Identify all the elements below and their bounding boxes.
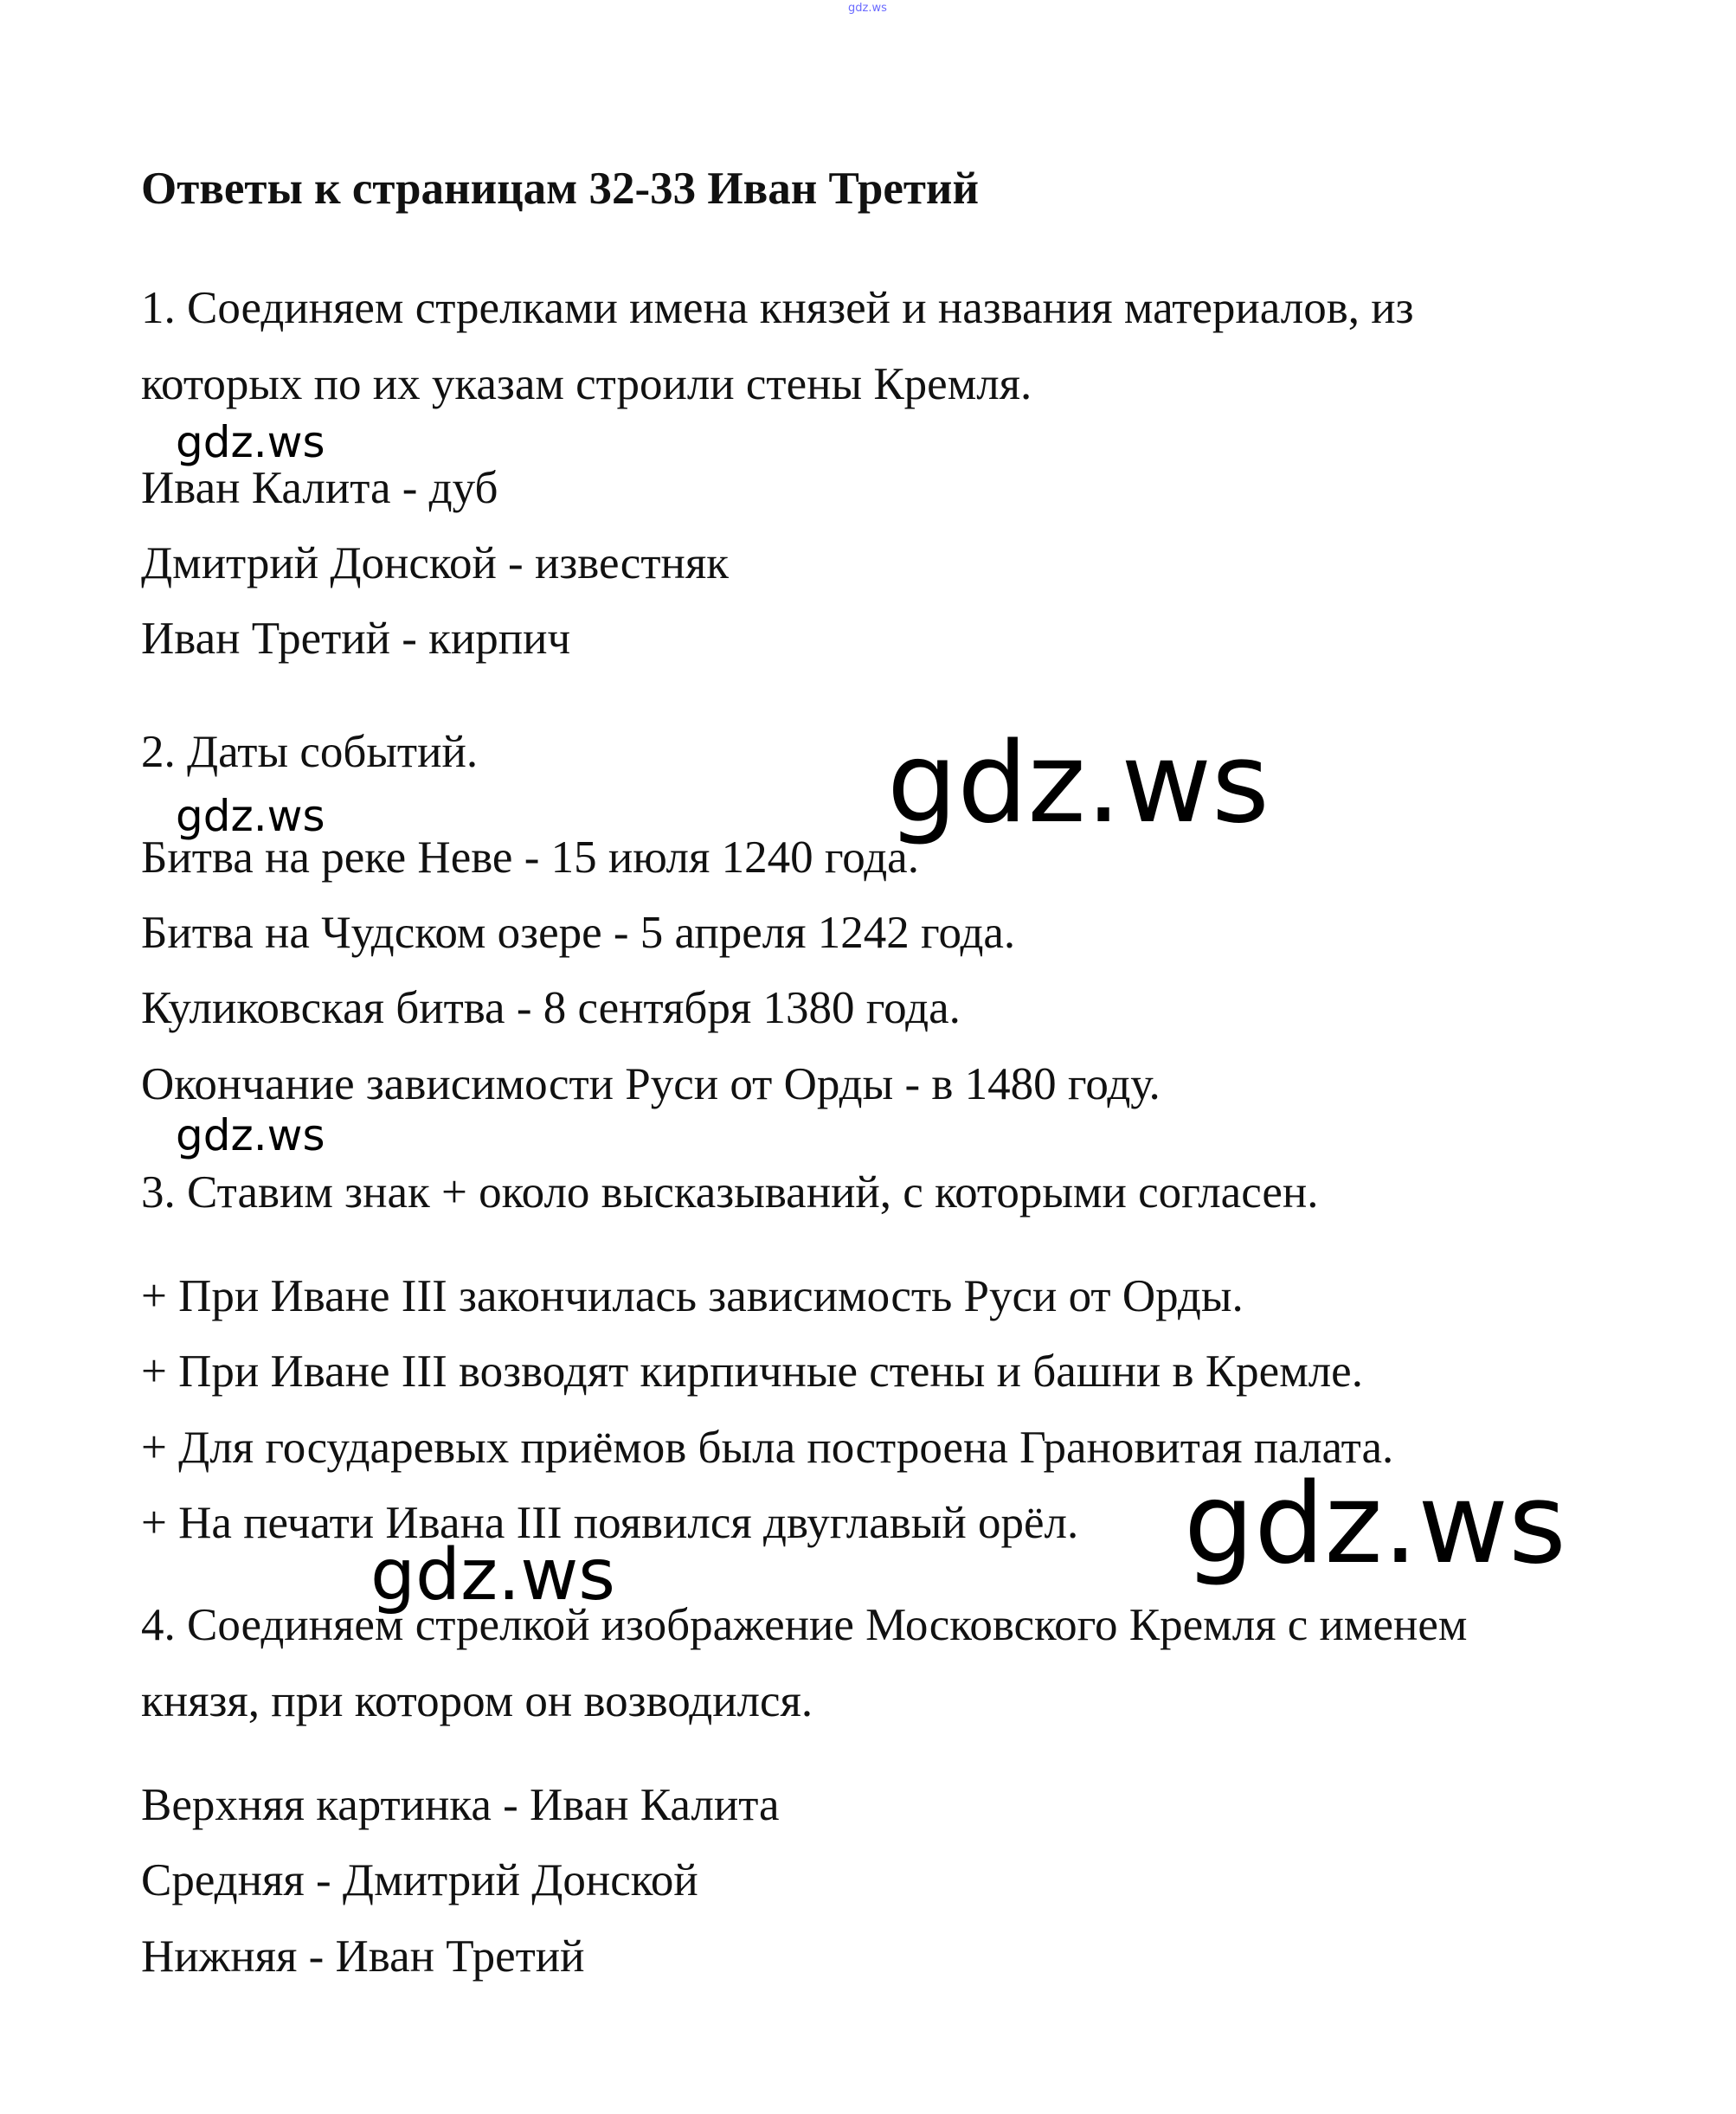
section2-item-3: Куликовская битва - 8 сентября 1380 года. <box>141 983 961 1033</box>
section2-item-1: Битва на реке Неве - 15 июля 1240 года. <box>141 832 919 883</box>
section4-line2: князя, при котором он возводился. <box>141 1676 813 1726</box>
watermark-large-2: gdz.ws <box>1184 1460 1566 1589</box>
section4-line1: 4. Соединяем стрелкой изображение Московского Кремля с именем <box>141 1600 1468 1650</box>
section1-line2: которых по их указам строили стены Кремля. <box>141 359 1032 409</box>
page-title: Ответы к страницам 32-33 Иван Третий <box>141 164 979 214</box>
section1-line1: 1. Соединяем стрелками имена князей и названия материалов, из <box>141 283 1414 333</box>
section3-item-1: + При Иване III закончилась зависимость Руси от Орды. <box>141 1271 1244 1321</box>
section2-item-2: Битва на Чудском озере - 5 апреля 1242 года. <box>141 908 1016 958</box>
watermark-small-3: gdz.ws <box>176 1110 325 1160</box>
section3-item-3: + Для государевых приёмов была построена Грановитая палата. <box>141 1423 1394 1473</box>
section1-item-2: Дмитрий Донской - известняк <box>141 538 729 588</box>
section3-heading: 3. Ставим знак + около высказываний, с которыми согласен. <box>141 1167 1319 1218</box>
section1-item-3: Иван Третий - кирпич <box>141 614 571 664</box>
watermark-large-1: gdz.ws <box>887 719 1270 848</box>
watermark-small-1: gdz.ws <box>176 417 325 467</box>
section4-item-3: Нижняя - Иван Третий <box>141 1931 585 1982</box>
section4-item-1: Верхняя картинка - Иван Калита <box>141 1780 780 1830</box>
section2-item-4: Окончание зависимости Руси от Орды - в 1480 году. <box>141 1059 1161 1109</box>
watermark-small-2: gdz.ws <box>176 791 325 841</box>
section3-item-4: + На печати Ивана III появился двуглавый орёл. <box>141 1498 1079 1548</box>
top-watermark: gdz.ws <box>848 2 887 15</box>
watermark-medium-1: gdz.ws <box>370 1534 615 1616</box>
section4-item-2: Средняя - Дмитрий Донской <box>141 1855 698 1905</box>
section3-item-2: + При Иване III возводят кирпичные стены и башни в Кремле. <box>141 1346 1363 1397</box>
section2-heading: 2. Даты событий. <box>141 727 479 777</box>
section1-item-1: Иван Калита - дуб <box>141 463 498 513</box>
